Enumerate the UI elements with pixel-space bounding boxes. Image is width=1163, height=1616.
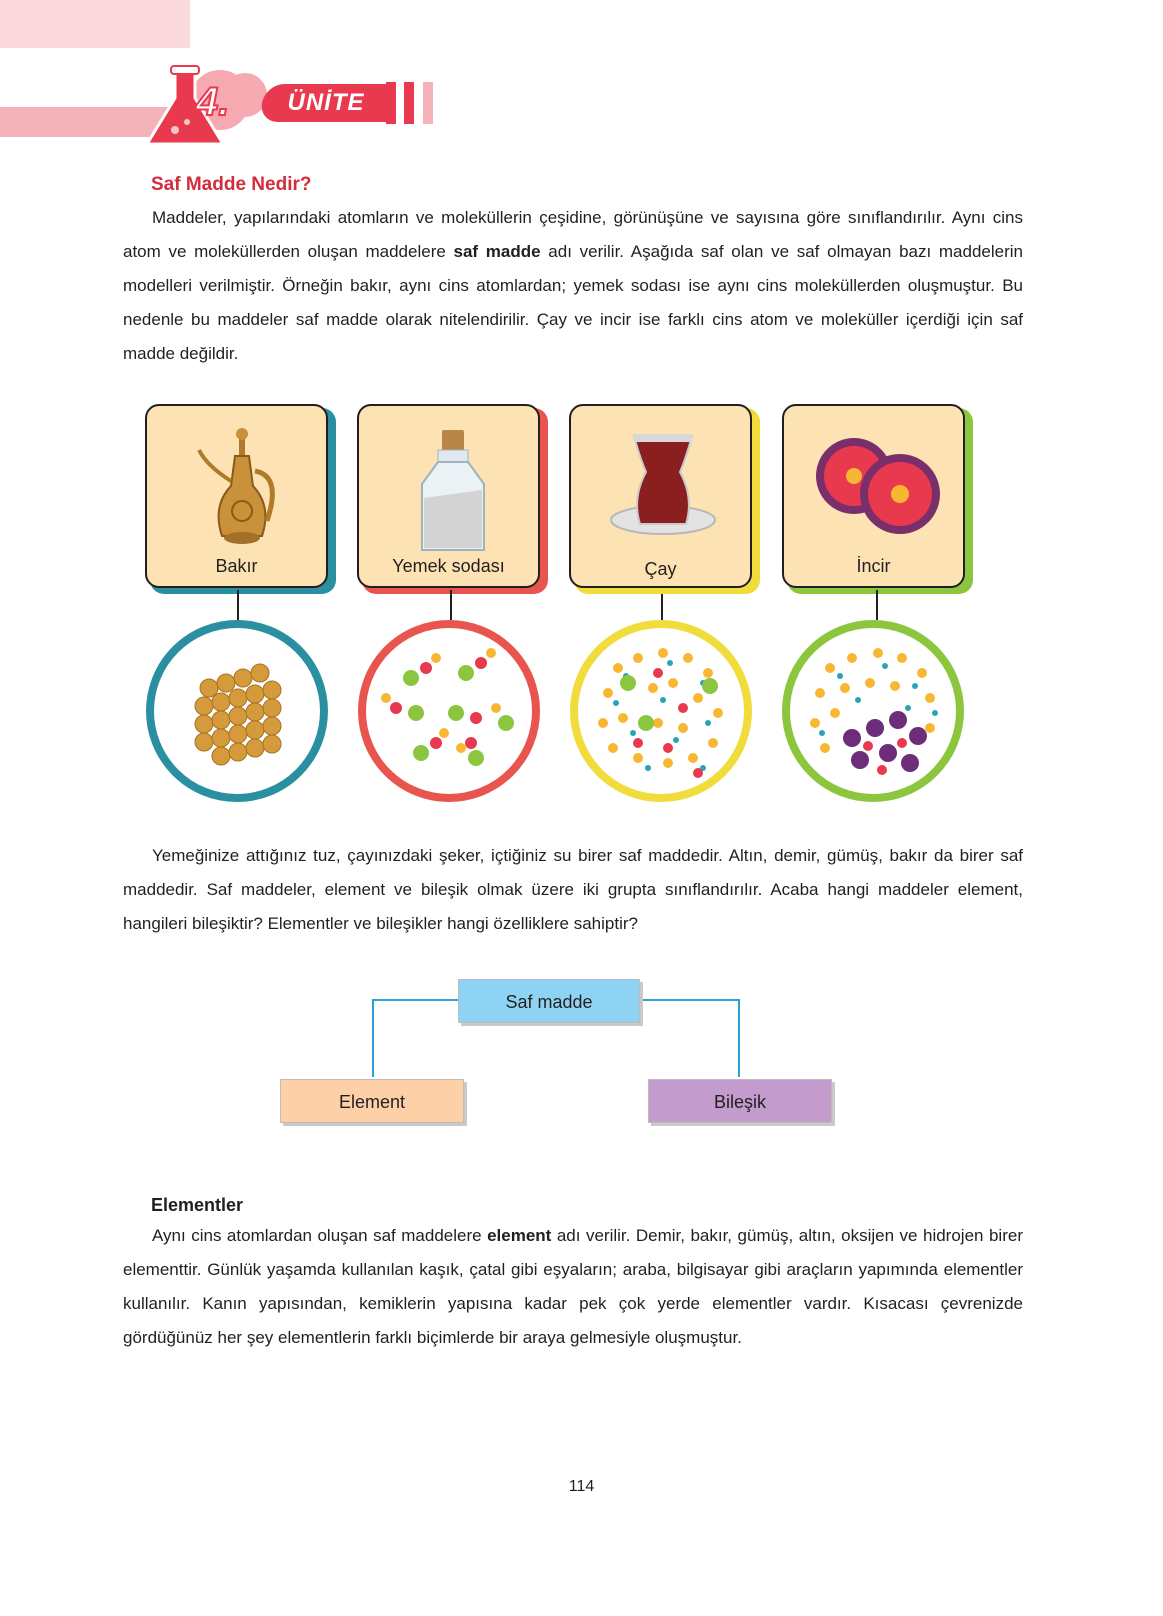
section-title: Saf Madde Nedir? xyxy=(151,174,312,195)
fig-mixture-icon xyxy=(790,628,956,794)
elements-title: Elementler xyxy=(151,1195,244,1215)
header-bar xyxy=(404,82,414,124)
copper-atom-cube-icon xyxy=(154,628,320,794)
fig-icon xyxy=(812,434,942,544)
copper-pitcher-icon xyxy=(197,426,287,556)
elements-text: Aynı cins atomlardan oluşan saf maddelere xyxy=(152,1226,488,1245)
intro-paragraph xyxy=(123,201,1023,371)
unit-label: ÜNİTE xyxy=(287,89,365,116)
card-label: Bakır xyxy=(215,556,258,576)
diagram-root-saf-madde: Saf madde xyxy=(458,979,640,1023)
model-circle-cay xyxy=(570,620,752,802)
tea-mixture-icon xyxy=(578,628,744,794)
tea-glass-icon xyxy=(606,428,721,543)
model-circle-yemek-sodasi xyxy=(358,620,540,802)
header-bar xyxy=(423,82,433,124)
card-label: İncir xyxy=(856,556,891,576)
page-number: 114 xyxy=(568,1478,595,1495)
card-bakir xyxy=(145,404,328,588)
soda-molecules-icon xyxy=(366,628,532,794)
diagram-node-bilesik: Bileşik xyxy=(648,1079,832,1123)
intro-text: Maddeler, yapılarındaki atomların ve moleküllerin çeşidine, görünüşüne ve sayısına göre sınıflandırılır. Aynı cins atom ve moleküllerden oluşan maddelere xyxy=(123,208,1023,261)
card-yemek-sodasi xyxy=(357,404,540,588)
diagram-line xyxy=(640,999,740,1001)
connector-line xyxy=(876,590,878,620)
card-label: Yemek sodası xyxy=(392,556,505,576)
intro-text: adı verilir. Aşağıda saf olan ve saf olmayan bazı maddelerin modelleri verilmiştir. Örneğin bakır, aynı cins atomlardan; yemek sodası ise aynı cins moleküllerden oluşmuştur. Bu nedenle bu maddeler saf madde olarak nitelendirilir. Çay ve incir ise farklı cins atom ve moleküller içerdiği için saf madde değildir. xyxy=(123,242,1024,363)
model-circle-bakir xyxy=(146,620,328,802)
elements-paragraph xyxy=(123,1219,1023,1355)
unit-number: 4. xyxy=(196,80,230,124)
diagram-node-element: Element xyxy=(280,1079,464,1123)
salt-bottle-icon xyxy=(414,428,494,556)
diagram-line xyxy=(372,999,458,1001)
diagram-line xyxy=(372,999,374,1077)
model-circle-incir xyxy=(782,620,964,802)
diagram-line xyxy=(738,999,740,1077)
connector-line xyxy=(661,594,663,620)
intro-bold-term: saf madde xyxy=(453,242,541,261)
header-bar xyxy=(386,82,396,124)
card-incir xyxy=(782,404,965,588)
second-paragraph: Yemeğinize attığınız tuz, çayınızdaki şeker, içtiğiniz su birer saf maddedir. Altın, demir, gümüş, bakır da birer saf maddedir. Saf maddeler, element ve bileşik olmak üzere iki grupta sınıflandırılır. Acaba hangi maddeler element, hangileri bileşiktir? Elementler ve bileşikler hangi özelliklere sahiptir? xyxy=(123,846,1023,933)
card-label: Çay xyxy=(644,559,677,579)
elements-bold-term: element xyxy=(487,1226,552,1245)
header-background xyxy=(0,0,190,48)
connector-line xyxy=(237,590,239,620)
card-cay xyxy=(569,404,752,588)
elements-text: adı verilir. Demir, bakır, gümüş, altın, oksijen ve hidrojen birer elementtir. Günlük yaşamda kullanılan kaşık, çatal gibi eşyaların; araba, bilgisayar gibi araçların yapımında elementler kullanılır. Kanın yapısından, kemiklerin yapısına kadar pek çok yerde elementler vardır. Kısacası çevrenizde gördüğünüz her şey elementlerin farklı biçimlerde bir araya gelmesiyle oluşmuştur. xyxy=(123,1226,1023,1347)
connector-line xyxy=(450,590,452,620)
